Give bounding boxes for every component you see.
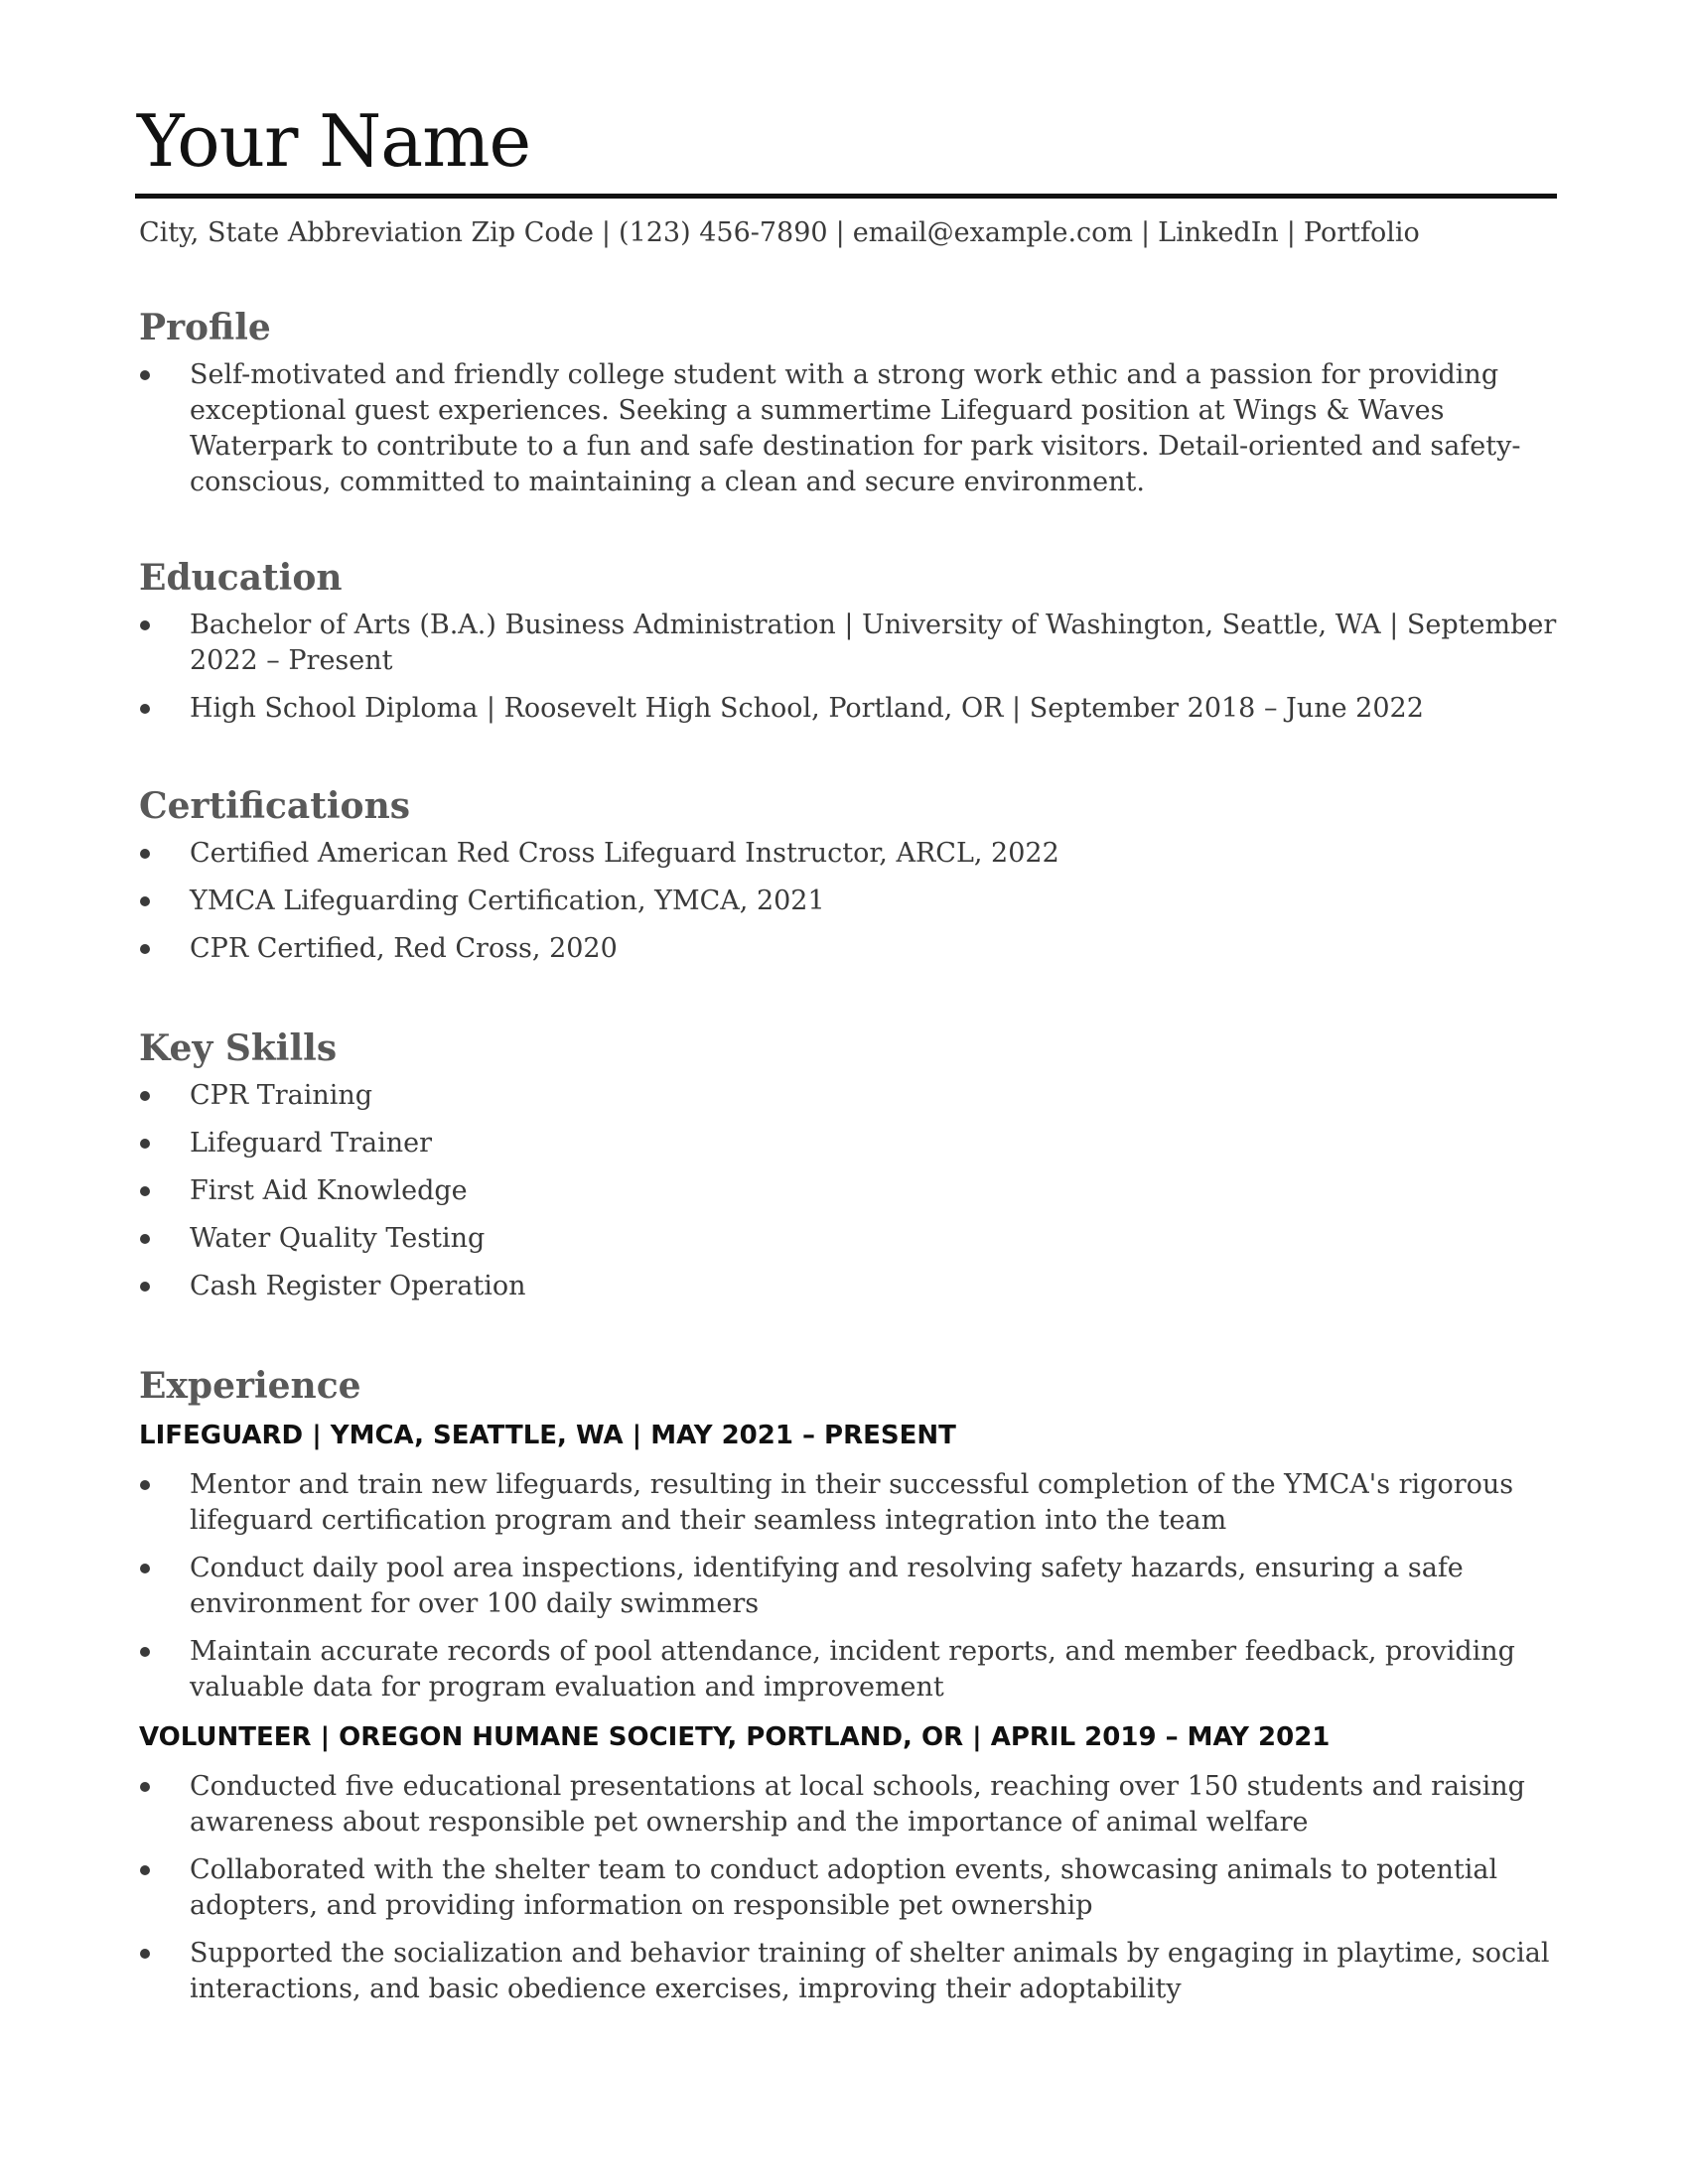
- list-item: [139, 1173, 1559, 1209]
- list-item: [139, 691, 1559, 727]
- experience-section: [139, 1362, 1559, 2019]
- list-item: [139, 1126, 1559, 1161]
- section-title-skills: Key Skills: [139, 1027, 338, 1069]
- list-item: [139, 1852, 1559, 1924]
- contact-line: [139, 214, 1420, 252]
- bullet-icon: [140, 1647, 150, 1657]
- list-item: [139, 357, 1559, 500]
- certifications-list: [139, 836, 1559, 967]
- contact-portfolio[interactable]: Portfolio: [1303, 217, 1420, 248]
- bullet-icon: [140, 896, 150, 906]
- bullet-icon: [140, 1564, 150, 1573]
- profile-section: [139, 304, 1559, 512]
- contact-linkedin[interactable]: LinkedIn: [1158, 217, 1279, 248]
- bullet-icon: [140, 1480, 150, 1490]
- bullet-icon: [140, 1234, 150, 1244]
- bullet-icon: [140, 1139, 150, 1149]
- contact-separator: |: [1141, 217, 1151, 248]
- list-item-text: Conduct daily pool area inspections, identifying and resolving safety hazards, ensuring a safe environment for over 100 daily swimmers: [190, 1553, 1464, 1619]
- contact-email[interactable]: email@example.com: [852, 217, 1134, 248]
- skills-section: [139, 1024, 1559, 1316]
- contact-separator: |: [1286, 217, 1296, 248]
- bullet-icon: [140, 370, 150, 380]
- list-item-text: Supported the socialization and behavior training of shelter animals by engaging in playtime, social interactions, and basic obedience exercises, improving their adoptability: [190, 1938, 1550, 2004]
- bullet-icon: [140, 620, 150, 630]
- list-item-text: Mentor and train new lifeguards, resulting in their successful completion of the YMCA's rigorous lifeguard certification program and their seamless integration into the team: [190, 1469, 1514, 1536]
- header-divider: [135, 194, 1557, 199]
- bullet-icon: [140, 1782, 150, 1792]
- list-item-text: Self-motivated and friendly college student with a strong work ethic and a passion for providing exceptional guest experiences. Seeking a summertime Lifeguard position at Wings & Waves Waterpark to contribute to a fun and safe destination for park visitors. Detail-oriented and safety-conscious, committed to maintaining a clean and secure environment.: [190, 359, 1521, 497]
- section-title-certifications: Certifications: [139, 785, 411, 827]
- job-bullets: [139, 1769, 1559, 2007]
- job-heading: VOLUNTEER | OREGON HUMANE SOCIETY, PORTLAND, OR | APRIL 2019 – MAY 2021: [139, 1722, 1331, 1752]
- certifications-section: [139, 782, 1559, 979]
- list-item-text: Water Quality Testing: [190, 1223, 486, 1254]
- section-title-experience: Experience: [139, 1365, 361, 1407]
- contact-phone: (123) 456-7890: [619, 217, 828, 248]
- list-item: [139, 1467, 1559, 1539]
- job-heading: LIFEGUARD | YMCA, SEATTLE, WA | MAY 2021 – PRESENT: [139, 1421, 956, 1450]
- list-item: [139, 1769, 1559, 1841]
- education-section: [139, 554, 1559, 739]
- resume-name: Your Name: [137, 99, 531, 183]
- bullet-icon: [140, 944, 150, 954]
- contact-separator: |: [835, 217, 845, 248]
- section-title-education: Education: [139, 557, 343, 599]
- list-item: [139, 1551, 1559, 1622]
- list-item-text: CPR Training: [190, 1080, 373, 1111]
- list-item-text: YMCA Lifeguarding Certification, YMCA, 2021: [190, 886, 825, 916]
- list-item-text: Maintain accurate records of pool attendance, incident reports, and member feedback, providing valuable data for program evaluation and improvement: [190, 1636, 1515, 1703]
- skills-list: [139, 1078, 1559, 1304]
- contact-location: City, State Abbreviation Zip Code: [139, 217, 594, 248]
- list-item: [139, 1269, 1559, 1304]
- contact-separator: |: [601, 217, 612, 248]
- list-item: [139, 1936, 1559, 2007]
- education-list: [139, 608, 1559, 727]
- list-item-text: Lifeguard Trainer: [190, 1128, 433, 1159]
- list-item-text: Conducted five educational presentations at local schools, reaching over 150 students and raising awareness about responsible pet ownership and the importance of animal welfare: [190, 1771, 1525, 1838]
- list-item-text: High School Diploma | Roosevelt High School, Portland, OR | September 2018 – June 2022: [190, 693, 1424, 724]
- list-item: [139, 1221, 1559, 1257]
- job-bullets: [139, 1467, 1559, 1706]
- bullet-icon: [140, 1949, 150, 1959]
- list-item: [139, 1634, 1559, 1706]
- bullet-icon: [140, 1186, 150, 1196]
- bullet-icon: [140, 1091, 150, 1101]
- list-item-text: First Aid Knowledge: [190, 1175, 468, 1206]
- list-item: [139, 1078, 1559, 1114]
- list-item-text: Certified American Red Cross Lifeguard Instructor, ARCL, 2022: [190, 838, 1059, 869]
- section-title-profile: Profile: [139, 307, 271, 348]
- list-item: [139, 931, 1559, 967]
- list-item: [139, 884, 1559, 919]
- bullet-icon: [140, 849, 150, 859]
- list-item-text: Bachelor of Arts (B.A.) Business Administration | University of Washington, Seattle, WA | September 2022 – Present: [190, 610, 1557, 676]
- list-item: [139, 836, 1559, 872]
- bullet-icon: [140, 704, 150, 714]
- bullet-icon: [140, 1282, 150, 1292]
- list-item-text: CPR Certified, Red Cross, 2020: [190, 933, 618, 964]
- list-item-text: Collaborated with the shelter team to conduct adoption events, showcasing animals to potential adopters, and providing information on responsible pet ownership: [190, 1854, 1498, 1921]
- bullet-icon: [140, 1865, 150, 1875]
- profile-list: [139, 357, 1559, 500]
- list-item: [139, 608, 1559, 679]
- list-item-text: Cash Register Operation: [190, 1271, 526, 1301]
